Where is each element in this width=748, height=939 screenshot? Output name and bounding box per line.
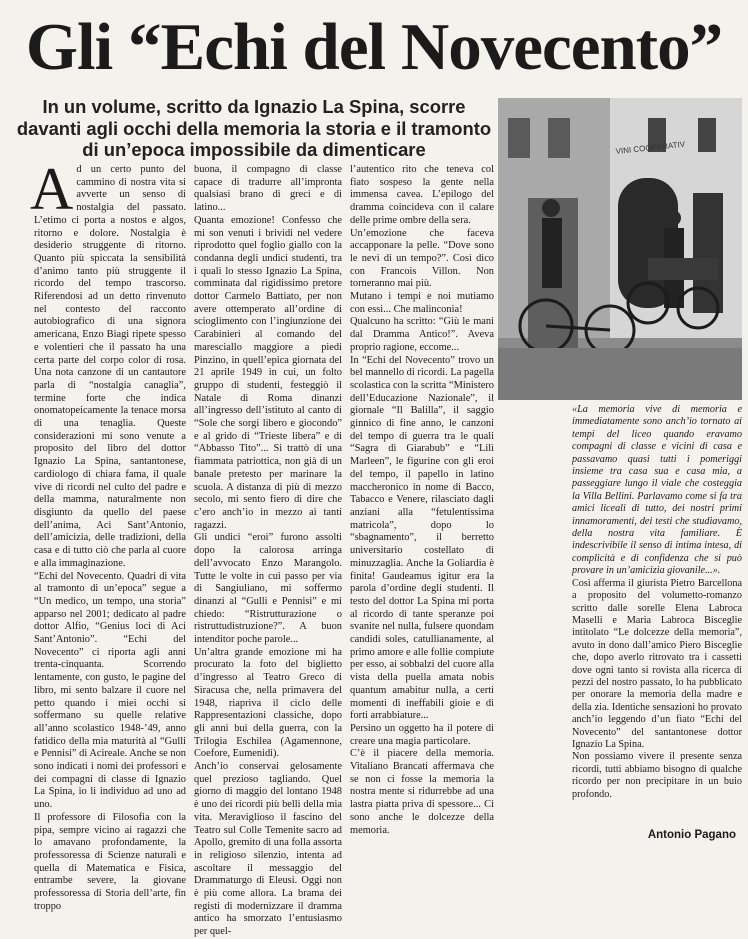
drop-cap: A <box>30 156 74 222</box>
paragraph: buona, il compagno di classe capace di tradurre all’impronta qualsiasi brano di greci e di latino... <box>194 164 342 214</box>
paragraph: l’autentico rito che teneva col fiato sospeso la gente nella immensa cavea. L’epilogo del dramma coincideva con il calare delle prime ombre della sera. <box>350 164 494 226</box>
column-3 <box>350 164 494 850</box>
paragraph: “Echi del Novecento. Quadri di vita al tramonto di un’epoca” segue a “Un medico, un tempo, una storia” apparso nel 2001; dedicato al padre dottor Alfio, “Genius loci di Aci Sant’Antonio”. “Echi del Novecento” ci riporta agli anni trenta-cinquanta. Scorrendo lentamente, con gusto, le pagine del libro, mi sento balzare il cuore nel petto quando i miei occhi si soffermano su quelle relative all’anno scolastico 1948-’49, anno fatidico della mia maturità al “Gulli e Pennisi” di Acireale. Anche se non sono indicati i nomi dei professori e dei compagni di classe di Ignazio La Spina, io li individuo ad uno ad uno. <box>34 570 186 811</box>
paragraph: In “Echi del Novecento” trovo un bel mannello di ricordi. La pagella scolastica con la scritta “Ministero dell’Educazione Nazionale”, il giornale “Il Balilla”, il saggio ginnico di fine anno, le canzoni del tempo di guerra tra le quali “Sagra di Giarabub” e “Lilì Marleen”, le figurine con gli eroi del tempo, il papello in latino maccheronico in nome di Bacco, Tabacco e Venere, rilasciato dagli anziani alla “fetulentissima matricola”, dopo lo “sbagnamento”, il berretto universitario costellato di minuzzaglia. Anche la Goliardia è finita! Gaudeamus igitur era la parola d’ordine degli studenti. Il testo del dottor La Spina mi porta al ricordo di tante speranze poi svanite nel nulla, fulsere quondam candidi soles, catullianamente, al primo amore e alle follie compiute per esso, ai sobbalzi del cuore alla vista della puella amata nobis quantum amabitur nulla, a certi momenti di ineffabili gioie e di forti arrabbiature... <box>350 354 494 722</box>
paragraph: Un’emozione che faceva accapponare la pelle. “Dove sono le nevi di un tempo?”. Così dico con Francois Villon. Non torneranno mai più. <box>350 227 494 290</box>
paragraph: Non possiamo vivere il presente senza ricordi, tutti abbiamo bisogno di qualche ricordo per non precipitare in un buio profondo. <box>572 751 742 800</box>
paragraph: Anch’io conservai gelosamente quel prezioso tagliando. Quel giorno di maggio del lontano 1948 è uno dei ricordi più belli della mia vita. Meraviglioso il fascino del Teatro sul Colle Temenite sacro ad Apollo, gremito di una folla assorta in religioso silenzio, intenta ad ascoltare il messaggio del Drammaturgo di Eleusi. Oggi non è più come allora. La brama dei registi di modernizzare il dramma antico ha smorzato l’entusiasmo per quel- <box>194 761 342 938</box>
column-4 <box>572 404 742 800</box>
paragraph: Un’altra grande emozione mi ha procurato la foto del biglietto d’ingresso al Teatro Greco di Siracusa che, nella primavera del 1948, riaprìva il ciclo delle Rappresentazioni classiche, dopo gli anni bui della guerra, con la Trilogia Eschilea (Agamennone, Coefore, Eumenidi). <box>194 646 342 760</box>
paragraph: Gli undici “eroi” furono assolti dopo la calorosa arringa dell’avvocato Enzo Marangolo. Tutte le volte in cui passo per via di Sangiuliano, mi soffermo dinanzi al “Gulli e Pennisi” e mi chiedo: “Ristrutturazione o ristruttudistruzione?”. A buon intenditor poche parole... <box>194 532 342 646</box>
column-1 <box>30 156 186 912</box>
paragraph: Persino un oggetto ha il potere di creare una magia particolare. <box>350 722 494 747</box>
paragraph: Mutano i tempi e noi mutiamo con essi... Che malinconia! <box>350 291 494 315</box>
paragraph: C’è il piacere della memoria. Vitaliano Brancati affermava che se non ci fosse la memoria la nostra mente si ridurrebbe ad una lastra piatta priva di spessore... Ci sono anche le dolcezze della memoria. <box>350 748 494 836</box>
subheadline: In un volume, scritto da Ignazio La Spina, scorre davanti agli occhi della memoria la storia e il tramonto di un’epoca impossibile da dimenticare <box>16 96 492 160</box>
article-photo <box>498 98 742 400</box>
shop-sign-text: VINI COOPERATIV <box>615 139 686 156</box>
author-byline: Antonio Pagano <box>647 829 736 841</box>
paragraph: Qualcuno ha scritto: “Giù le mani dal Dramma Antico!”. Aveva proprio ragione, eccome... <box>350 316 494 353</box>
historic-street-photo <box>498 98 742 400</box>
paragraph: Così afferma il giurista Pietro Barcellona a proposito del volumetto-romanzo scritto dalle sorelle Elena Labroca Maselli e Maria Labroca Bisceglie intitolato “Le dolcezze della memoria”, avuto in dono dall’amico Piero Bisceglie che, dopo averlo ritrovato tra i cassetti dove ogni tanto si rovista alla ricerca di pezzi del nostro passato, lo ha pubblicato per onorare la memoria della madre e della zia. Identiche sensazioni ho provato anch’io leggendo d’un fiato “Echi del Novecento” del santantonese dottor Ignazio La Spina. <box>572 577 742 750</box>
paragraph: Quanta emozione! Confesso che mi son venuti i brividi nel vedere riprodotto quel foglio giallo con la condanna degli undici studenti, tra i quali lo stesso Ignazio La Spina, comminata dal rigidissimo pretore dottor Carmelo Battiato, per non avere ottemperato all’ordine di scioglimento con l’ingiunzione dei Carabinieri al comando del maresciallo maggiore a piedi Pinzino, in quell’epica giornata del 21 aprile 1949 in cui, un folto gruppo di studenti, festeggiò il Natale di Roma dinanzi all’ingresso dell’istituto al canto di “Sole che sorgi libero e giocondo” e al grido di “Trieste libera” e di “Abbasso Tito”... Si trattò di una fiammata patriottica, non già di un banale pretesto per marinare la scuola. A distanza di più di mezzo secolo, mi sento fiero di dire che c’ero anch’io in mezzo ai tanti ragazzi. <box>194 214 342 531</box>
headline: Gli “Echi del Novecento” <box>25 10 723 84</box>
column-2 <box>194 164 342 938</box>
paragraph: Il professore di Filosofia con la pipa, sempre vicino ai ragazzi che lo amavano profondamente, la professoressa di Scienze naturali e quella di Matematica e Fisica, entrambe severe, la giovane professoressa di Storia dell’arte, fin troppo <box>34 811 186 912</box>
pull-quote: «La memoria vive di memoria e immediatamente sono anch’io tornato ai tempi del liceo quando eravamo compagni di classe e vicini di casa e passavamo quasi tutti i pomeriggi insieme tra casa sua e casa mia, a passeggiare lungo il viale che costeggia la Villa Bellini. Parlavamo come si fa tra amici liceali di tutto, dei nostri primi innamoramenti, dei testi che studiavamo, della nostra vita familiare. È indescrivibile il senso di intima intesa, di complicità e di confidenza che si può provare in un’amicizia giovanile...». <box>572 404 742 577</box>
paragraph: d un certo punto del cammino di nostra vita si avverte un senso di nostalgia del passato. L’etimo ci porta a nostos e algos, ritorno e dolore. Nostalgia è desiderio struggente di ritorno. Quanto più spiccata la sensibilità d’animo tanto più struggente il ricordo del tempo trascorso. Riferendosi ad un detto rinvenuto nel contesto del racconto autobiografico di una signora americana, Enzo Biagi ripete spesso e volentieri che il passato ha una certa parte del corpo color di rosa. Una nota canzone di un cantautore parla di “nostalgia canaglia”, termine forte che indica onomatopeicamente la tenace morsa di una tenaglia. Queste considerazioni mi sono venute a proposito del libro del dottor Ignazio La Spina, santantonese, cardiologo di chiara fama, il quale vive di ricordi nel culto del padre e della mamma, naturalmente non disgiunto da quello del paese dell’anima, Aci Sant’Antonio, dell’amicizia, delle tradizioni, della casa e di tutto ciò che parla al cuore e alla immaginazione. <box>34 164 186 569</box>
